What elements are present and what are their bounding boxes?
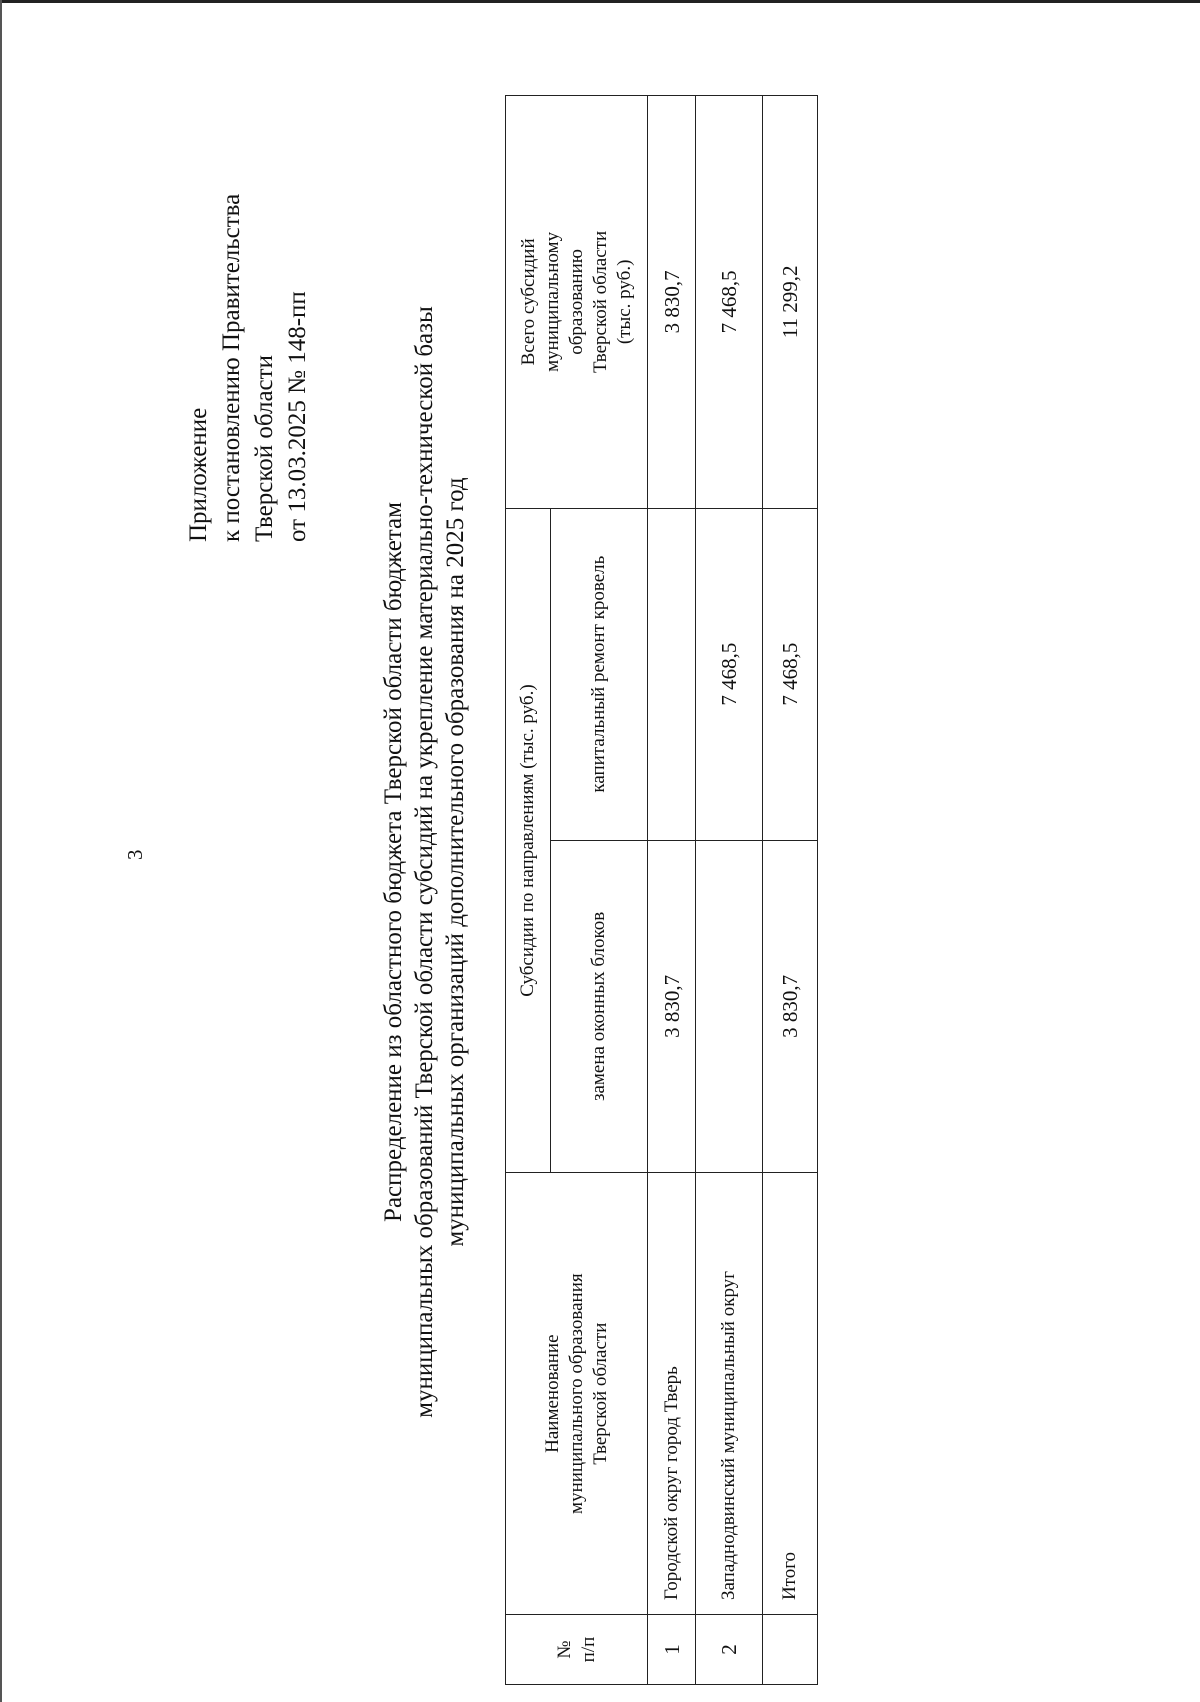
header-subsidies-group: Субсидии по направлениям (тыс. руб.) [506, 508, 551, 1172]
header-total: Всего субсидий муниципальному образованию Тверской области (тыс. руб.) [506, 96, 648, 509]
table-row [696, 96, 763, 1685]
title-line: муниципальных образований Тверской области субсидий на укрепление материально-технической базы [411, 306, 438, 1418]
cell-total: 7 468,5 [696, 96, 763, 509]
appendix-line: Приложение [185, 407, 212, 542]
table-row [648, 96, 696, 1685]
subsidy-table [505, 95, 818, 1685]
page-number: 3 [123, 849, 147, 860]
cell-total: 11 299,2 [763, 96, 818, 509]
title-line: муниципальных организаций дополнительного образования на 2025 год [442, 477, 469, 1247]
cell-windows: 3 830,7 [763, 840, 818, 1173]
cell-name: Городской округ город Тверь [648, 1173, 696, 1615]
appendix-line: от 13.03.2025 № 148-пп [284, 291, 311, 542]
table-header-row [506, 96, 551, 1685]
appendix-line: Тверской области [251, 355, 278, 542]
cell-total: 3 830,7 [648, 96, 696, 509]
cell-windows [696, 840, 763, 1173]
table-summary-row [763, 96, 818, 1685]
title-line: Распределение из областного бюджета Тверской области бюджетам [380, 502, 407, 1222]
document-title [378, 222, 471, 1502]
cell-roofs [648, 508, 696, 840]
header-windows: замена оконных блоков [551, 840, 648, 1173]
appendix-block [182, 22, 314, 542]
cell-roofs: 7 468,5 [763, 508, 818, 840]
cell-windows: 3 830,7 [648, 840, 696, 1173]
header-roofs: капитальный ремонт кровель [551, 508, 648, 840]
header-num: № п/п [506, 1615, 648, 1685]
header-name: Наименование муниципального образования Тверской области [506, 1173, 648, 1615]
cell-name: Западнодвинский муниципальный округ [696, 1173, 763, 1615]
appendix-line: к постановлению Правительства [218, 193, 245, 542]
cell-num: 1 [648, 1615, 696, 1685]
cell-num: 2 [696, 1615, 763, 1685]
cell-num [763, 1615, 818, 1685]
cell-roofs: 7 468,5 [696, 508, 763, 840]
cell-name: Итого [763, 1173, 818, 1615]
